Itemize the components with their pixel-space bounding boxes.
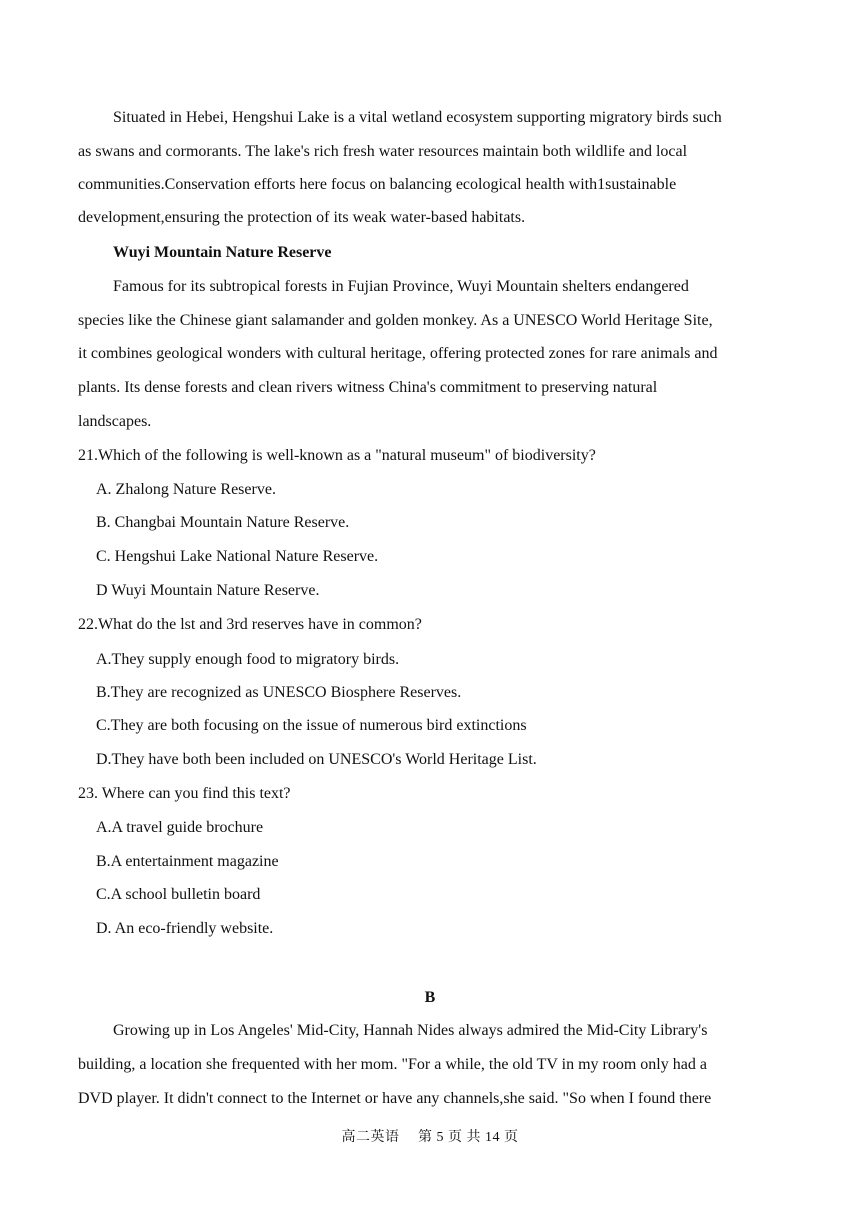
- question-21-option-a: A. Zhalong Nature Reserve.: [96, 481, 276, 498]
- page-footer: 高二英语 第 5 页 共 14 页: [341, 1130, 519, 1145]
- wuyi-section-heading: Wuyi Mountain Nature Reserve: [113, 244, 332, 261]
- question-21-option-d: D Wuyi Mountain Nature Reserve.: [96, 582, 320, 599]
- question-22-option-d: D.They have both been included on UNESCO's World Heritage List.: [96, 751, 537, 768]
- wuyi-paragraph-line-5: landscapes.: [78, 413, 152, 430]
- passage-b-line-3: DVD player. It didn't connect to the Internet or have any channels,she said. "So when I found there: [78, 1090, 712, 1107]
- hengshui-paragraph-line-4: development,ensuring the protection of its weak water-based habitats.: [78, 209, 526, 226]
- question-21-stem: 21.Which of the following is well-known as a "natural museum" of biodiversity?: [78, 447, 596, 464]
- wuyi-paragraph-line-3: it combines geological wonders with cultural heritage, offering protected zones for rare animals and: [78, 345, 718, 362]
- wuyi-paragraph-line-1: Famous for its subtropical forests in Fujian Province, Wuyi Mountain shelters endangered: [113, 278, 689, 295]
- question-23-option-a: A.A travel guide brochure: [96, 819, 264, 836]
- question-23-option-c: C.A school bulletin board: [96, 886, 261, 903]
- question-21-option-c: C. Hengshui Lake National Nature Reserve.: [96, 548, 379, 565]
- question-22-option-a: A.They supply enough food to migratory birds.: [96, 651, 400, 668]
- question-23-option-d: D. An eco-friendly website.: [96, 920, 274, 937]
- question-23-option-b: B.A entertainment magazine: [96, 853, 279, 870]
- hengshui-paragraph-line-1: Situated in Hebei, Hengshui Lake is a vital wetland ecosystem supporting migratory birds such: [113, 109, 722, 126]
- passage-b-line-1: Growing up in Los Angeles' Mid-City, Hannah Nides always admired the Mid-City Library's: [113, 1022, 708, 1039]
- hengshui-paragraph-line-2: as swans and cormorants. The lake's rich fresh water resources maintain both wildlife and local: [78, 143, 688, 160]
- question-21-option-b: B. Changbai Mountain Nature Reserve.: [96, 514, 350, 531]
- wuyi-paragraph-line-4: plants. Its dense forests and clean rivers witness China's commitment to preserving natural: [78, 379, 658, 396]
- question-22-option-b: B.They are recognized as UNESCO Biosphere Reserves.: [96, 684, 462, 701]
- question-23-stem: 23. Where can you find this text?: [78, 785, 291, 802]
- hengshui-paragraph-line-3: communities.Conservation efforts here focus on balancing ecological health with1sustainable: [78, 176, 677, 193]
- question-22-option-c: C.They are both focusing on the issue of numerous bird extinctions: [96, 717, 527, 734]
- question-22-stem: 22.What do the lst and 3rd reserves have in common?: [78, 616, 422, 633]
- wuyi-paragraph-line-2: species like the Chinese giant salamander and golden monkey. As a UNESCO World Heritage Site,: [78, 312, 713, 329]
- passage-b-line-2: building, a location she frequented with her mom. "For a while, the old TV in my room only had a: [78, 1056, 707, 1073]
- section-b-heading: B: [424, 989, 436, 1006]
